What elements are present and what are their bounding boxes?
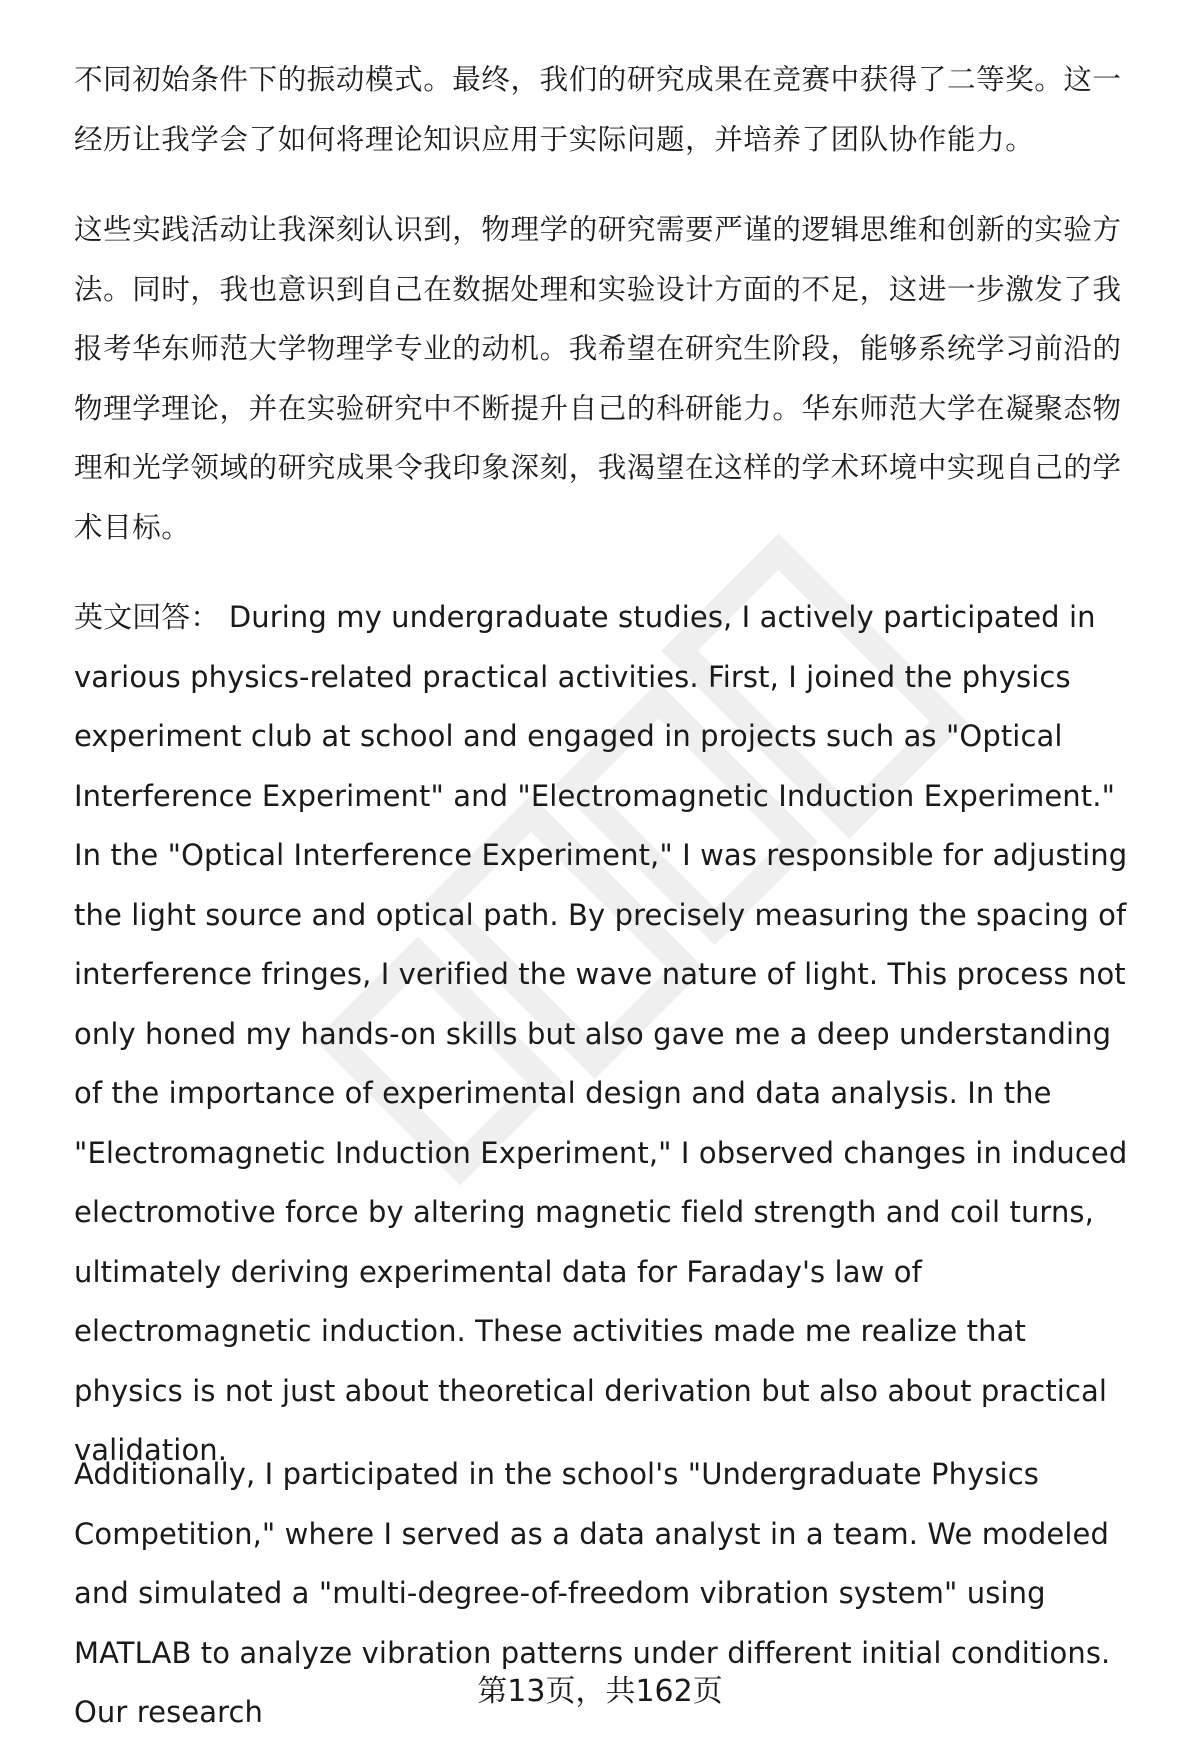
paragraph-2: 这些实践活动让我深刻认识到，物理学的研究需要严谨的逻辑思维和创新的实验方法。同时，我也意识到自己在数据处理和实验设计方面的不足，这进一步激发了我报考华东师范大学物理学专业的动机。我希望在研究生阶段，能够系统学习前沿的物理学理论，并在实验研究中不断提升自己的科研能力。华东师范大学在凝聚态物理和光学领域的研究成果令我印象深刻，我渴望在这样的学术环境中实现自己的学术目标。 bbox=[74, 213, 1122, 544]
paragraph-4: Additionally, I participated in the school's "Undergraduate Physics Competition," where I served as a data analyst in a team. We modeled and simulated a "multi-degree-of-freedom vibration system" using MATLAB to analyze vibration patterns under different initial conditions. Our research bbox=[74, 1457, 1111, 1729]
paragraph-1: 不同初始条件下的振动模式。最终，我们的研究成果在竞赛中获得了二等奖。这一经历让我学会了如何将理论知识应用于实际问题，并培养了团队协作能力。 bbox=[74, 63, 1122, 156]
page-number: 第13页，共162页 bbox=[477, 1674, 723, 1709]
paragraph-3: 英文回答： During my undergraduate studies, I actively participated in various physics-related practical activities. First, I joined the physics experiment club at school and engaged in projects such as "Optical Interference Experiment" and "Electromagnetic Induction Experiment." In the "Optical Interference Experiment," I was responsible for adjusting the light source and optical path. By precisely measuring the spacing of interference fringes, I verified the wave nature of light. This process not only honed my hands-on skills but also gave me a deep understanding of the importance of experimental design and data analysis. In the "Electromagnetic Induction Experiment," I observed changes in induced electromotive force by altering magnetic field strength and coil turns, ultimately deriving experimental data for Faraday's law of electromagnetic induction. These activities made me realize that physics is not just about theoretical derivation but also about practical validation. bbox=[74, 600, 1128, 1467]
